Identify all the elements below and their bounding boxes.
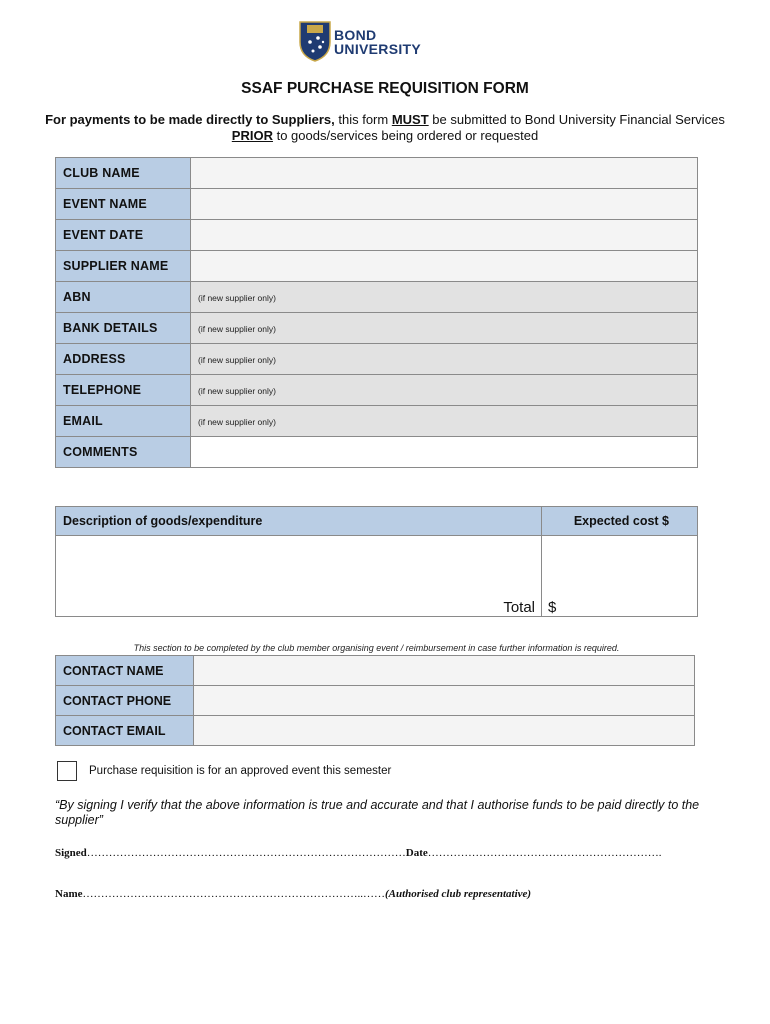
- row-contact-name: [56, 656, 695, 686]
- date-label: Date: [405, 847, 428, 859]
- signed-label: Signed: [55, 847, 87, 859]
- intro-part-1: this form: [334, 112, 392, 127]
- event-date-label: EVENT DATE: [56, 220, 191, 251]
- intro-must: MUST: [391, 112, 429, 127]
- club-name-field[interactable]: [191, 158, 698, 189]
- name-field[interactable]: …………………………………………………………………..……: [82, 888, 385, 900]
- row-supplier-name: [56, 251, 698, 282]
- goods-description-header: Description of goods/expenditure: [56, 507, 542, 536]
- club-name-label: CLUB NAME: [56, 158, 191, 189]
- event-date-field[interactable]: [191, 220, 698, 251]
- row-address: [56, 344, 698, 375]
- signed-field[interactable]: ……………………………………………………………………………: [86, 847, 406, 859]
- bank-details-label: BANK DETAILS: [56, 313, 191, 344]
- goods-table: [55, 506, 698, 617]
- intro-part-3: to goods/services being ordered or requested: [272, 128, 539, 143]
- contact-email-label: CONTACT EMAIL: [56, 716, 194, 746]
- email-field[interactable]: [191, 406, 698, 437]
- telephone-field[interactable]: [191, 375, 698, 406]
- total-label: Total: [503, 599, 535, 616]
- intro-text: [40, 112, 730, 144]
- row-event-date: [56, 220, 698, 251]
- supplier-name-label: SUPPLIER NAME: [56, 251, 191, 282]
- bank-details-hint: (if new supplier only): [198, 324, 276, 334]
- shield-crest-icon: [298, 18, 332, 62]
- row-email: [56, 406, 698, 437]
- intro-part-2: be submitted to Bond University Financial Services: [428, 112, 725, 127]
- address-label: ADDRESS: [56, 344, 191, 375]
- address-hint: (if new supplier only): [198, 355, 276, 365]
- row-comments: [56, 437, 698, 468]
- contact-phone-label: CONTACT PHONE: [56, 686, 194, 716]
- abn-label: ABN: [56, 282, 191, 313]
- telephone-hint: (if new supplier only): [198, 386, 276, 396]
- approved-event-label: Purchase requisition is for an approved event this semester: [89, 765, 392, 777]
- contact-table: [55, 655, 695, 746]
- row-telephone: [56, 375, 698, 406]
- logo-line-1: BOND: [334, 27, 377, 43]
- event-name-field[interactable]: [191, 189, 698, 220]
- contact-name-field[interactable]: [194, 656, 695, 686]
- total-currency: $: [548, 599, 557, 616]
- supplier-name-field[interactable]: [191, 251, 698, 282]
- expected-cost-field[interactable]: [542, 536, 698, 617]
- email-hint: (if new supplier only): [198, 417, 276, 427]
- goods-description-field[interactable]: [56, 536, 542, 617]
- contact-note: This section to be completed by the club member organising event / reimbursement in case further information is required.: [133, 643, 620, 653]
- logo-text: [334, 28, 421, 56]
- bank-details-field[interactable]: [191, 313, 698, 344]
- declaration-text: “By signing I verify that the above information is true and accurate and that I authorise funds to be paid directly to the supplier”: [55, 798, 700, 827]
- event-name-label: EVENT NAME: [56, 189, 191, 220]
- comments-label: COMMENTS: [56, 437, 191, 468]
- authorised-rep-note: (Authorised club representative): [385, 888, 532, 900]
- row-contact-email: [56, 716, 695, 746]
- signature-line: [55, 847, 662, 859]
- telephone-label: TELEPHONE: [56, 375, 191, 406]
- intro-bold: For payments to be made directly to Suppliers,: [45, 112, 335, 127]
- expected-cost-header: Expected cost $: [542, 507, 698, 536]
- email-label: EMAIL: [56, 406, 191, 437]
- contact-name-label: CONTACT NAME: [56, 656, 194, 686]
- goods-header-row: [56, 507, 698, 536]
- row-club-name: [56, 158, 698, 189]
- page-title: SSAF PURCHASE REQUISITION FORM: [241, 80, 529, 97]
- intro-prior: PRIOR: [231, 128, 273, 143]
- logo-line-2: UNIVERSITY: [334, 41, 422, 57]
- comments-field[interactable]: [191, 437, 698, 468]
- name-line: [55, 888, 531, 900]
- row-abn: [56, 282, 698, 313]
- row-event-name: [56, 189, 698, 220]
- contact-phone-field[interactable]: [194, 686, 695, 716]
- contact-email-field[interactable]: [194, 716, 695, 746]
- details-table: [55, 157, 698, 468]
- row-bank-details: [56, 313, 698, 344]
- approved-event-checkbox[interactable]: [57, 761, 77, 781]
- abn-hint: (if new supplier only): [198, 293, 276, 303]
- name-label: Name: [55, 888, 83, 900]
- goods-body-row: [56, 536, 698, 617]
- date-field[interactable]: ……………………………………………………….: [427, 847, 662, 859]
- row-contact-phone: [56, 686, 695, 716]
- abn-field[interactable]: [191, 282, 698, 313]
- address-field[interactable]: [191, 344, 698, 375]
